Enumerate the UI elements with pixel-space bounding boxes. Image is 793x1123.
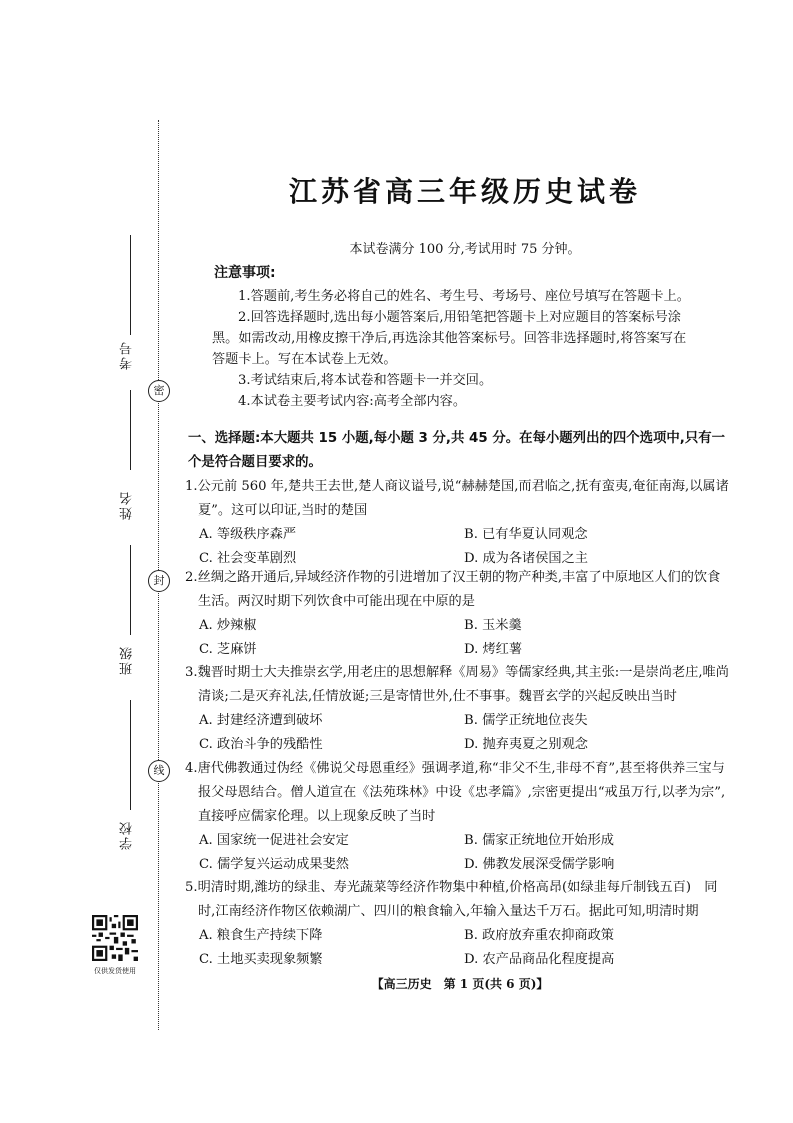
question-stem: 4.唐代佛教通过伪经《佛说父母恩重经》强调孝道,称“非父不生,非母不育”,甚至将供养三宝与报父母恩结合。僧人道宣在《法苑珠林》中设《忠孝篇》,宗密更提出“戒虽万行,以孝为宗”,直接呼应儒家伦理。以上现象反映了当时 — [185, 761, 726, 824]
option-c: C. 土地买卖现象频繁 — [199, 952, 323, 967]
seal-feng: 封 — [148, 570, 170, 592]
option-d: D. 佛教发展深受儒学影响 — [464, 857, 615, 872]
seal-xian: 线 — [148, 760, 170, 782]
page-footer: 【高三历史 第 1 页(共 6 页)】 — [371, 977, 549, 991]
question-stem: 1.公元前 560 年,楚共王去世,楚人商议谥号,说“赫赫楚国,而君临之,抚有蛮夷,奄征南海,以属诸夏”。这可以印证,当时的楚国 — [185, 479, 729, 518]
question-4 — [185, 757, 730, 877]
notice-line: 2.回答选择题时,选出每小题答案后,用铅笔把答题卡上对应题目的答案标号涂 — [238, 310, 681, 325]
option-b: B. 玉米羹 — [464, 618, 522, 633]
notice-heading: 注意事项: — [214, 265, 276, 281]
option-c: C. 社会变革剧烈 — [199, 551, 297, 566]
binding-margin — [0, 0, 175, 1123]
score-info: 本试卷满分 100 分,考试用时 75 分钟。 — [349, 242, 581, 257]
exam-number-label: 考号 — [120, 340, 135, 370]
question-stem: 2.丝绸之路开通后,异域经济作物的引进增加了汉王朝的物产种类,丰富了中原地区人们的饮食生活。两汉时期下列饮食中可能出现在中原的是 — [185, 570, 721, 609]
option-d: D. 成为各诸侯国之主 — [464, 551, 588, 566]
seal-mi: 密 — [148, 380, 170, 402]
option-b: B. 已有华夏认同观念 — [464, 527, 588, 542]
notice-line: 答题卡上。写在本试卷上无效。 — [212, 352, 397, 367]
option-c: C. 芝麻饼 — [199, 642, 257, 657]
class-blank — [130, 545, 131, 635]
page-title: 江苏省高三年级历史试卷 — [288, 175, 641, 208]
exam-number-blank — [130, 235, 131, 335]
qr-caption: 仅供发货使用 — [94, 967, 136, 975]
option-a: A. 等级秩序森严 — [199, 527, 297, 542]
option-a: A. 国家统一促进社会安定 — [199, 833, 349, 848]
option-a: A. 粮食生产持续下降 — [199, 928, 323, 943]
notice-line: 4.本试卷主要考试内容:高考全部内容。 — [238, 394, 467, 409]
option-b: B. 政府放弃重农抑商政策 — [464, 928, 614, 943]
class-label: 班级 — [120, 645, 135, 675]
option-c: C. 儒学复兴运动成果斐然 — [199, 857, 349, 872]
option-d: D. 烤红薯 — [464, 642, 523, 657]
option-b: B. 儒家正统地位开始形成 — [464, 833, 614, 848]
qr-code-icon — [92, 915, 138, 961]
question-stem: 5.明清时期,潍坊的绿韭、寿光蔬菜等经济作物集中种植,价格高昂(如绿韭每斤制钱五百) 同时,江南经济作物区依赖湖广、四川的粮食输入,年输入量达千万石。据此可知,明清时期 — [185, 880, 718, 919]
option-b: B. 儒学正统地位丧失 — [464, 713, 588, 728]
question-3 — [185, 661, 730, 757]
school-label: 学校 — [120, 820, 135, 850]
option-d: D. 农产品商品化程度提高 — [464, 952, 615, 967]
notice-line: 黑。如需改动,用橡皮擦干净后,再选涂其他答案标号。回答非选择题时,将答案写在 — [212, 331, 687, 346]
question-5 — [185, 876, 730, 972]
option-a: A. 封建经济遭到破坏 — [199, 713, 323, 728]
school-blank — [130, 700, 131, 810]
notice-line: 1.答题前,考生务必将自己的姓名、考生号、考场号、座位号填写在答题卡上。 — [238, 289, 690, 304]
notice-line: 3.考试结束后,将本试卷和答题卡一并交回。 — [238, 373, 493, 388]
name-label: 姓名 — [120, 490, 135, 520]
question-stem: 3.魏晋时期士大夫推崇玄学,用老庄的思想解释《周易》等儒家经典,其主张:一是崇尚老庄,唯尚清谈;二是灭弃礼法,任情放诞;三是寄情世外,仕不事事。魏晋玄学的兴起反映出当时 — [185, 665, 729, 704]
name-blank — [130, 390, 131, 470]
question-2 — [185, 566, 730, 662]
option-d: D. 抛弃夷夏之别观念 — [464, 737, 588, 752]
option-a: A. 炒辣椒 — [199, 618, 257, 633]
option-c: C. 政治斗争的残酷性 — [199, 737, 323, 752]
question-1 — [185, 475, 730, 571]
section-heading: 一、选择题:本大题共 15 小题,每小题 3 分,共 45 分。在每小题列出的四个选项中,只有一个是符合题目要求的。 — [188, 431, 726, 470]
